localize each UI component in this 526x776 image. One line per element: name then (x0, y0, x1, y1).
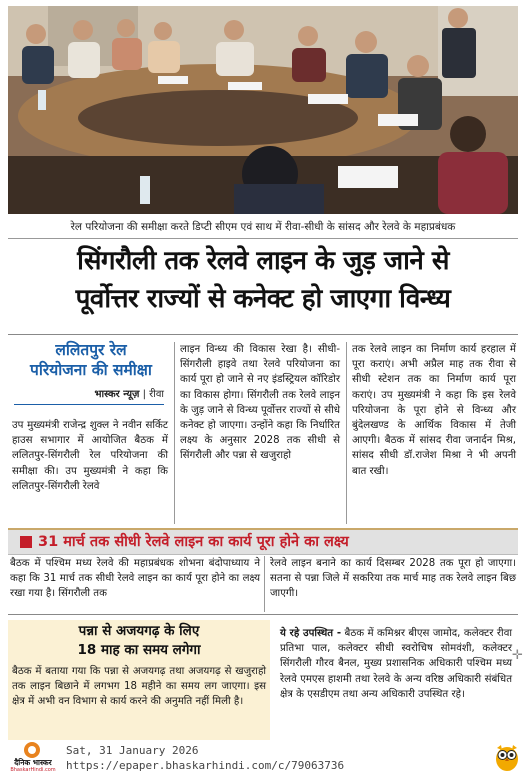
headline-line-2: पूर्वोत्तर राज्यों से कनेक्ट हो जाएगा विन्ध्य (75, 284, 451, 314)
news-photo (8, 6, 518, 214)
bhaskar-logo (8, 742, 58, 772)
highlight-title-line-1: पन्ना से अजयगढ़ के लिए (78, 623, 200, 639)
byline-source: भास्कर न्यूज़ (94, 389, 140, 400)
subhead-line-1: ललितपुर रेल (55, 341, 127, 359)
attendees-body: बैठक में कमिश्नर बीएस जामोद, कलेक्टर रीवा प्रतिभा पाल, कलेक्टर सीधी स्वरोचिष सोमवंशी, कलेक्टर सिंगरौली गौरव बैनल, मुख्य प्रशासनिक अधिकारी पश्चिम मध्य रेलवे एमएस हाशमी तथा रेलवे के अन्य वरिष्ठ अधिकारी संबंधित क्षेत्र के एसडीएम तथा अन्य अधिकारी उपस्थित रहे। (280, 628, 513, 700)
plus-icon: ✛ (512, 648, 523, 663)
subhead (12, 340, 170, 380)
section-banner (8, 528, 518, 555)
article-column-3: तक रेलवे लाइन का निर्माण कार्य हरहाल में पूरा कराएं। अभी अप्रैल माह तक रीवा से सीधी स्टेशन तक का निर्माण कार्य पूरा कराएं। उप मुख्यमंत्री ने कहा कि इस रेलवे परियोजना के पूरा होने से विन्ध्य और बुंदेलखण्ड के आर्थिक विकास में तेजी आएगी। बैठक में सांसद रीवा जनार्दन मिश्र, सांसद सीधी डॉ.राजेश मिश्रा ने भी अपनी बात रखी। (352, 344, 516, 477)
photo-caption: रेल परियोजना की समीक्षा करते डिप्टी सीएम एवं साथ में रीवा-सीधी के सांसद और रेलवे के महाप्रबंधक (8, 216, 518, 239)
epaper-url[interactable]: https://epaper.bhaskarhindi.com/c/79063736 (66, 759, 345, 772)
attendees-paragraph (280, 626, 512, 702)
highlight-box-body: बैठक में बताया गया कि पन्ना से अजयगढ़ तथा अजयगढ़ से खजुराहो तक लाइन बिछाने में लगभग 18 महीने का समय लग जाएगा। इस क्षेत्र में अभी वन विभाग से कार्य करने की अनुमति नहीं मिली है। (12, 666, 266, 708)
subhead-line-2: परियोजना की समीक्षा (30, 361, 152, 379)
byline (14, 386, 164, 405)
attendees-label: ये रहे उपस्थित - (280, 628, 342, 639)
owl-icon (494, 742, 520, 772)
headline-line-1: सिंगरौली तक रेलवे लाइन के जुड़ जाने से (77, 246, 449, 276)
logo-text: दैनिक भास्कर (14, 758, 52, 767)
banner-square-icon (20, 536, 32, 548)
divider (8, 614, 518, 615)
logo-url: BhaskarHindi.com (10, 767, 56, 773)
divider (8, 334, 518, 335)
banner-column-1: बैठक में पश्चिम मध्य रेलवे की महाप्रबंधक शोभना बंदोपाध्याय ने कहा कि 31 मार्च तक सीधी रेलवे लाइन का कार्य पूरा होने का लक्ष्य रखा गया है। सिंगरौली तक (10, 558, 260, 600)
banner-column-2: रेलवे लाइन बनाने का कार्य दिसम्बर 2028 तक पूरा हो जाएगा। सतना से पन्ना जिले में सकरिया तक मार्च माह तक रेलवे लाइन बिछ जाएगी। (270, 558, 516, 600)
headline (8, 242, 518, 318)
edition-date: Sat, 31 January 2026 (66, 744, 199, 757)
banner-title: 31 मार्च तक सीधी रेलवे लाइन का कार्य पूरा होने का लक्ष्य (38, 534, 349, 550)
column-divider (174, 342, 175, 524)
highlight-box-title (8, 622, 270, 660)
byline-place: | रीवा (142, 389, 164, 400)
column-divider (346, 342, 347, 524)
article-column-1: उप मुख्यमंत्री राजेन्द्र शुक्ल ने नवीन सर्किट हाउस सभागार में आयोजित बैठक में ललितपुर-सिंगरौली रेल परियोजना की समीक्षा की। उप मुख्यमंत्री ने कहा कि ललितपुर-सिंगरौली रेलवे (12, 420, 168, 492)
column-divider (264, 556, 265, 612)
highlight-title-line-2: 18 माह का समय लगेगा (77, 642, 201, 658)
article-column-2: लाइन विन्ध्य की विकास रेखा है। सीधी-सिंगरौली हाइवे तथा रेलवे परियोजना का कार्य पूरा हो जाने से नए इंडस्ट्रियल कॉरिडोर का विकास होगा। सिंगरौली तक रेलवे लाइन के जुड़ जाने से विन्ध्य पूर्वोत्तर राज्यों से सीधे कनेक्ट हो जाएगा। उन्होंने कहा कि निर्धारित लक्ष्य के अनुसार 2028 तक सीधी से सिंगरौली और पन्ना से खजुराहो (180, 344, 340, 462)
